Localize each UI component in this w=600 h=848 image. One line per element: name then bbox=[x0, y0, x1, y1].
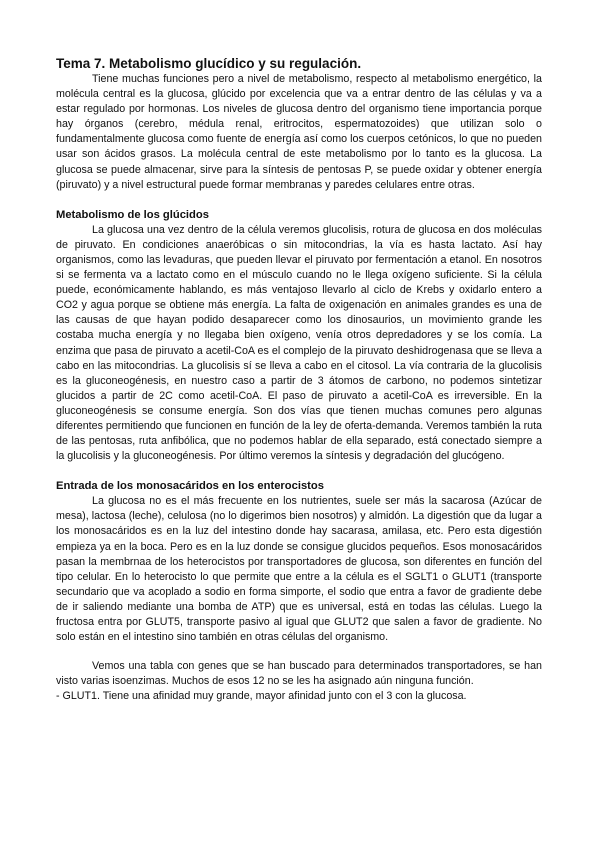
intro-paragraph: Tiene muchas funciones pero a nivel de metabolismo, respecto al metabolismo energético, la molécula central es la glucosa, glúcido por excelencia que va a entrar dentro de las células y va a estar regulado por hormonas. Los niveles de glucosa dentro del organismo tiene importancia porque hay órganos (cerebro, médula renal, eritrocitos, espermatozoides) que utilizan solo o fundamentalmente glucosa como fuente de energía así como los cuerpos cetónicos, lo que no pueden usar son ácidos grasos. La molécula central de este metabolismo por lo tanto es la glucosa. La glucosa se puede almacenar, sirve para la síntesis de pentosas P, se puede oxidar y obtener energía (piruvato) y a nivel estructural puede formar membranas y paredes celulares entre otras. bbox=[56, 73, 542, 191]
document-page bbox=[56, 56, 542, 704]
section-spacer bbox=[56, 193, 542, 208]
section-paragraph-tabla: Vemos una tabla con genes que se han buscado para determinados transportadores, se han visto varias isoenzimas. Muchos de esos 12 no se les ha asignado aún ninguna función. bbox=[56, 660, 542, 688]
section-spacer bbox=[56, 464, 542, 479]
section-heading-metabolismo: Metabolismo de los glúcidos bbox=[56, 208, 209, 221]
section-paragraph-entrada: La glucosa no es el más frecuente en los nutrientes, suele ser más la sacarosa (Azúcar de mesa), lactosa (leche), celulosa (no lo digerimos bien nosotros) y almidón. La digestión que da lugar a los monosacáridos es en la luz del intestino donde hay sacarasa, amilasa, etc. Pero esta digestión empieza ya en la boca. Pero es en la luz donde se consigue glucidos pequeños. Esos monosacáridos pasan la membrnaa de los heterocistos por transportadores de glucosa, son diferentes en función del tipo celular. En lo heterocisto lo que permite que entre a la célula es el SGLT1 o GLUT1 (transporte secundario que va acoplado a sodio en forma simporte, el sodio que entra a favor de gradiente debe de ir saliendo mediante una bomba de ATP) que es universal, está en todas las células. Luego la fructosa entra por GLUT5, transporte pasivo al igual que GLUT2 que salen a favor de gradiente. No solo están en el intestino sino también en otras células del organismo. bbox=[56, 495, 542, 644]
section-heading-entrada: Entrada de los monosacáridos en los enterocistos bbox=[56, 480, 324, 493]
document-title: Tema 7. Metabolismo glucídico y su regulación. bbox=[56, 56, 362, 71]
bullet-glut1: - GLUT1. Tiene una afinidad muy grande, mayor afinidad junto con el 3 con la glucosa. bbox=[56, 690, 467, 703]
section-paragraph-metabolismo: La glucosa una vez dentro de la célula veremos glucolisis, rotura de glucosa en dos moléculas de piruvato. En condiciones anaeróbicas o sin mitocondrias, la vía es hasta lactato. Así hay organismos, como las levaduras, que pueden llevar el piruvato por fermentación a etanol. En nosotros si se fermenta va a lactato como en el músculo cuando no le llega oxígeno suficiente. Si la célula puede, económicamente hablando, es más ventajoso llevarlo al ciclo de Krebs y oxidarlo entero a CO2 y agua porque se obtiene más energía. La falta de oxigenación en animales grandes es una de las causas de que hayan podido desaparecer como los dinosaurios, un movimiento grande les costaba mucha energía y no llegaba bien oxígeno, venía otros depredadores y se los comía. La enzima que pasa de piruvato a acetil-CoA es el complejo de la piruvato deshidrogenasa que se lleva a cabo en las mitocondrias. La glucolisis sí se lleva a cabo en el citosol. La vía contraria de la glucolisis es la gluconeogénesis, en nuestro caso a partir de 3 átomos de carbono, no podemos sintetizar glucidos a partir de 2C como acetil-CoA. El paso de piruvato a acetil-CoA es irreversible. En la gluconeogénesis se consume energía. Son dos vías que tienen muchas comunes pero algunas diferentes permitiendo que funcionen en función de la ley de oferta-demanda. Veremos también la ruta de las pentosas, ruta anfibólica, que no podemos hablar de ella separado, está conectado siempre a la glucolisis y la gluconeogénesis. Por último veremos la síntesis y degradación del glucógeno. bbox=[56, 223, 542, 463]
paragraph-spacer bbox=[56, 645, 542, 659]
